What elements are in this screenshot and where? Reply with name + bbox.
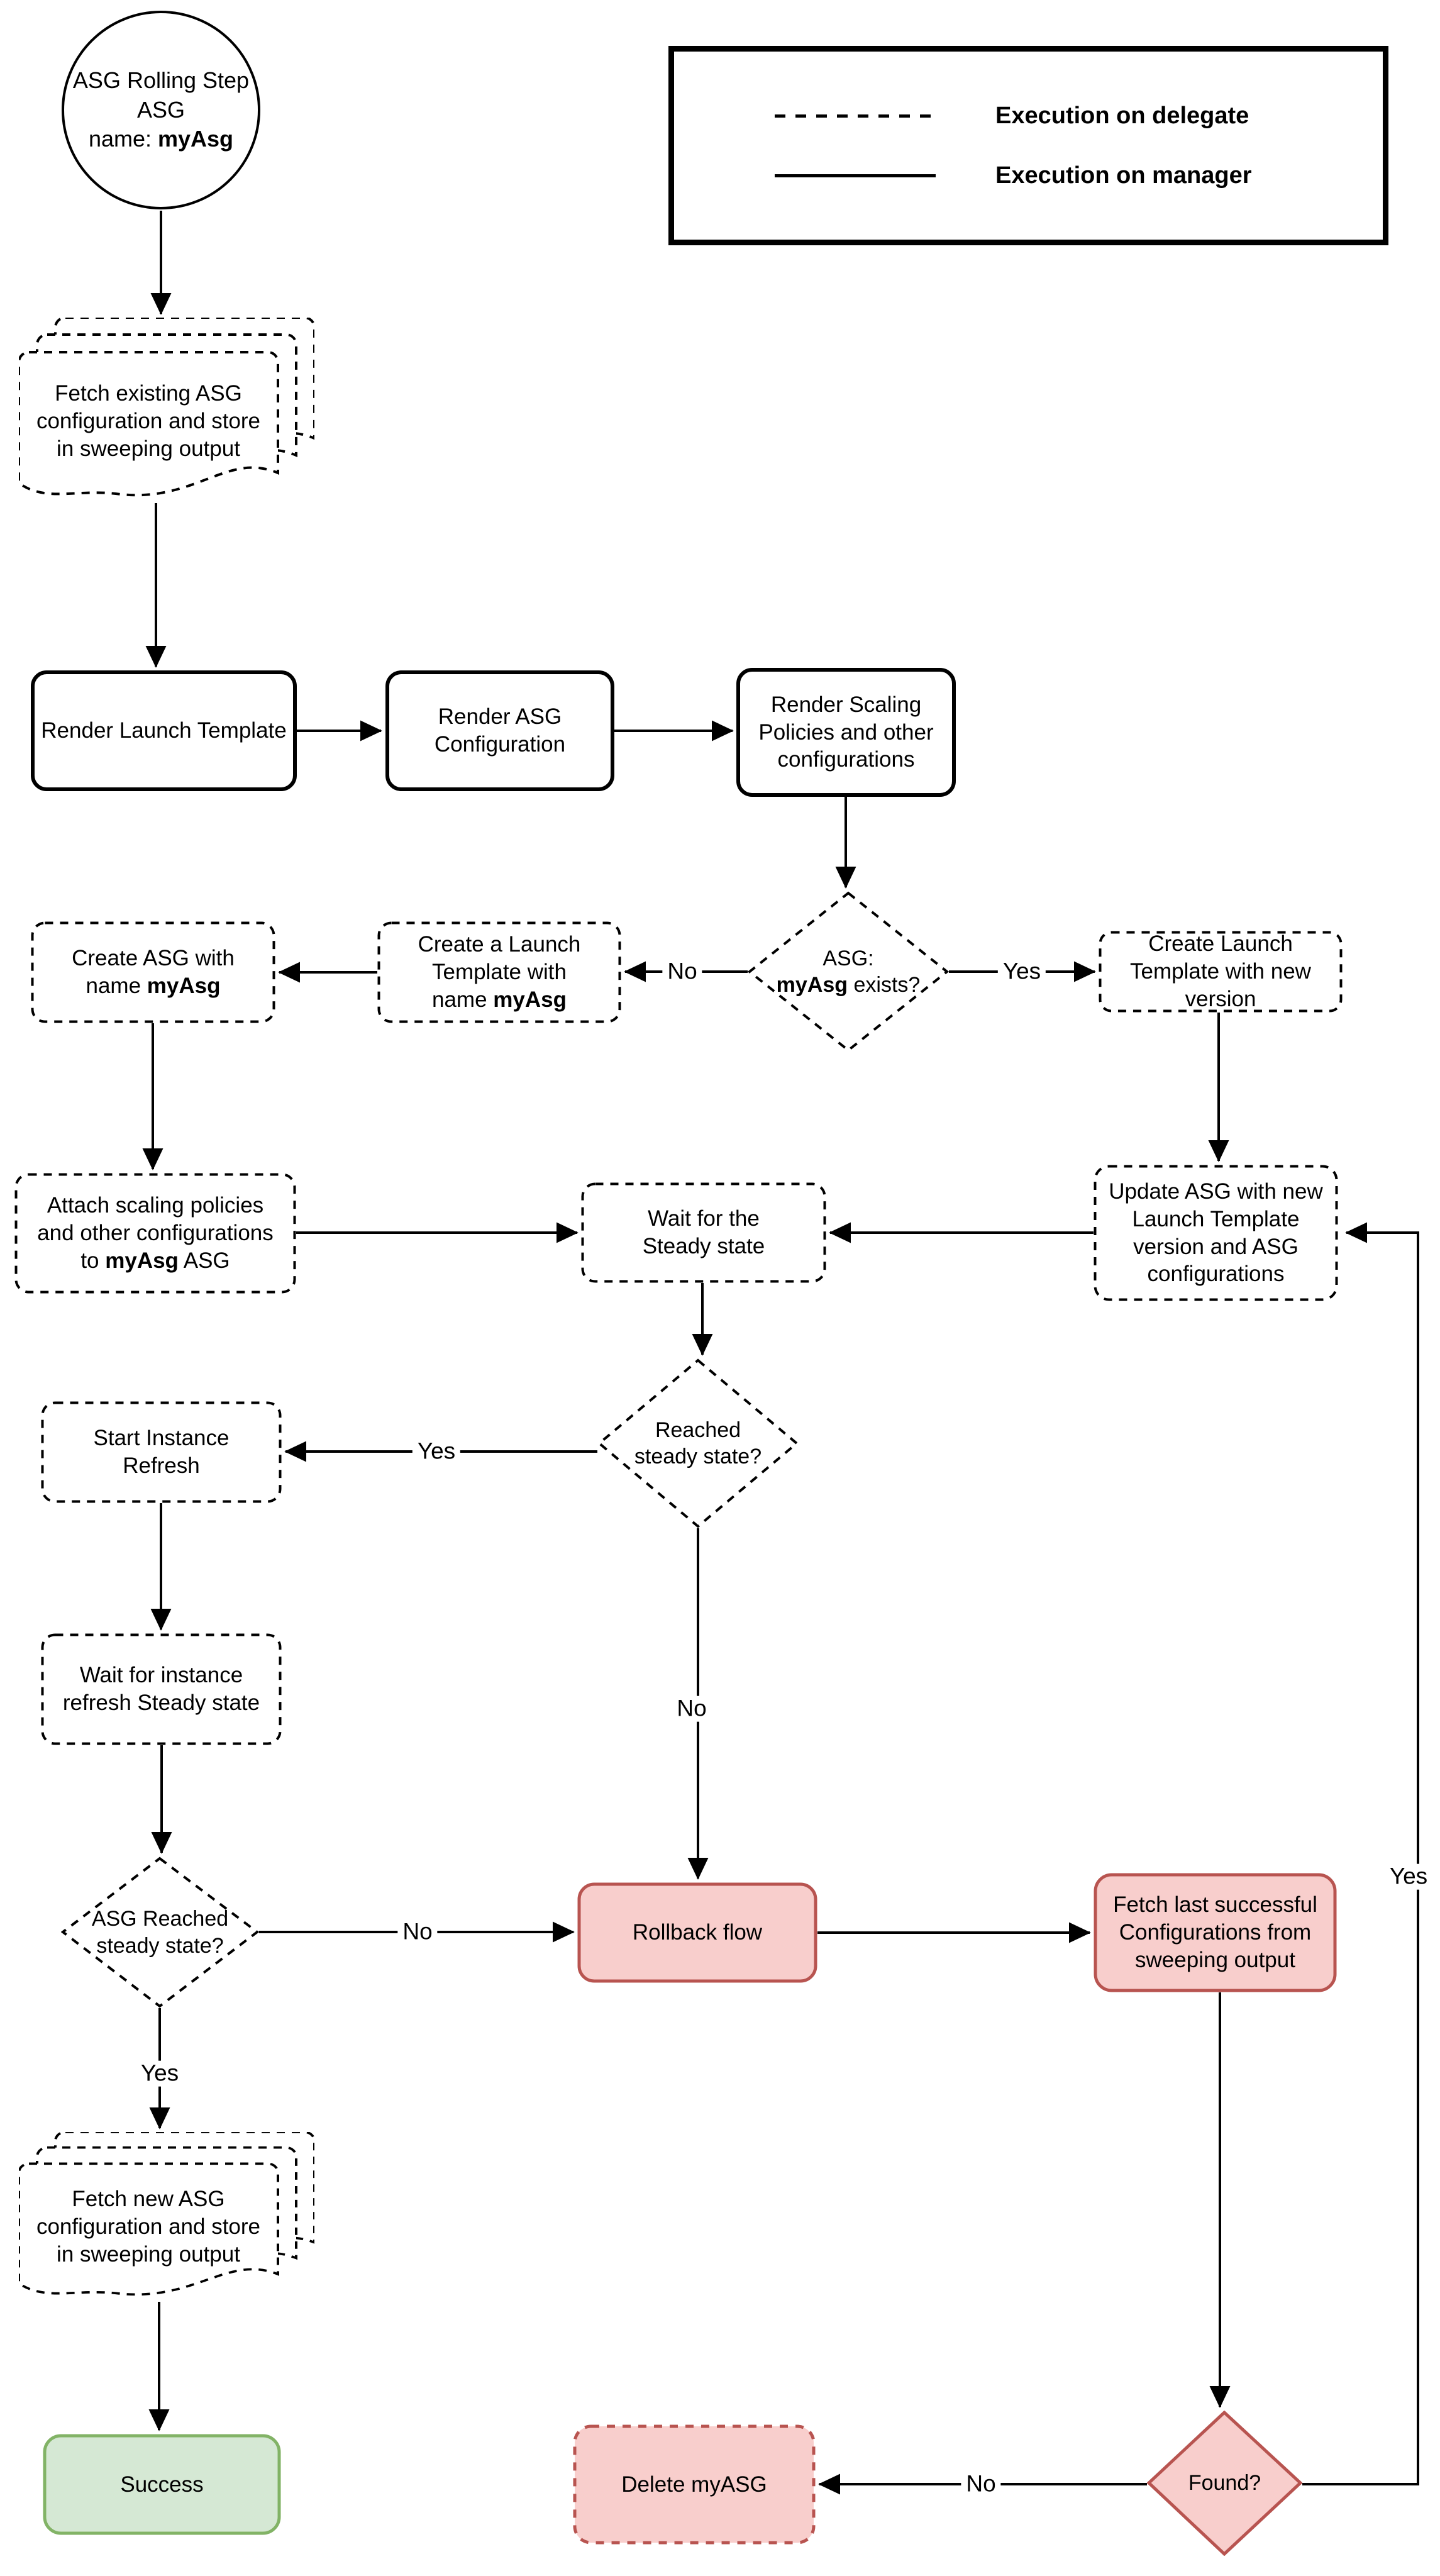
node-fetch-new-asg-config [19, 2132, 314, 2302]
node-label: Render Scaling Policies and other configurations [758, 692, 934, 772]
edge-label-yes: Yes [998, 959, 1046, 985]
node-success [43, 2434, 281, 2535]
legend-delegate-label: Execution on delegate [995, 102, 1249, 129]
node-delete-myasg [573, 2424, 816, 2545]
node-label: Render ASG Configuration [434, 704, 566, 757]
node-label: Success [120, 2472, 204, 2497]
node-label: Attach scaling policies and other configurations to myAsg ASG [37, 1193, 274, 1273]
node-fetch-last-successful-config [1094, 1873, 1337, 1992]
node-render-scaling-policies [736, 668, 956, 797]
node-create-asg [31, 921, 275, 1023]
edge-label-no: No [961, 2472, 1000, 2497]
node-label: Render Launch Template [41, 718, 287, 743]
legend-row-manager [775, 162, 1383, 189]
node-label: Fetch existing ASG configuration and store in sweeping output [36, 381, 261, 461]
decision-reached-steady-state [597, 1358, 799, 1528]
node-label: Delete myASG [621, 2472, 767, 2497]
node-wait-instance-refresh-steady [41, 1633, 282, 1745]
node-wait-steady-state [581, 1182, 826, 1283]
decision-asg-exists [748, 891, 949, 1052]
node-label: Fetch last successful Configurations from sweeping output [1113, 1892, 1317, 1972]
legend-manager-label: Execution on manager [995, 162, 1252, 189]
node-render-asg-configuration [385, 670, 614, 791]
edge-label-no: No [662, 959, 702, 985]
edge-label-no: No [397, 1919, 437, 1945]
decision-found [1147, 2411, 1302, 2556]
edge-label-yes: Yes [413, 1439, 460, 1465]
node-label: Fetch new ASG configuration and store in sweeping output [36, 2187, 261, 2267]
decision-asg-reached-steady-state [61, 1857, 259, 2008]
legend-row-delegate [775, 103, 1383, 130]
node-fetch-existing-config [19, 318, 314, 503]
node-label: Rollback flow [632, 1920, 763, 1945]
node-start [62, 11, 260, 209]
node-label: ASG: myAsg exists? [776, 946, 921, 997]
node-label: Wait for instance refresh Steady state [62, 1663, 260, 1715]
legend [668, 46, 1388, 245]
node-label: Wait for the Steady state [642, 1206, 765, 1258]
node-label: Update ASG with new Launch Template version and ASG configurations [1109, 1179, 1323, 1287]
node-label: Reached steady state? [634, 1418, 762, 1468]
edge-found-yes-loop [1302, 1233, 1418, 2484]
manager-solid-line-sample [775, 174, 936, 177]
node-create-launch-template-myasg [377, 921, 621, 1023]
node-label: ASG Rolling Step ASG name: myAsg [72, 67, 250, 152]
node-label: Start Instance Refresh [93, 1426, 230, 1478]
node-label: Create ASG with name myAsg [72, 946, 235, 998]
node-rollback-flow [577, 1882, 817, 1983]
node-label: Found? [1188, 2471, 1261, 2496]
node-update-asg [1094, 1165, 1338, 1301]
node-label: ASG Reached steady state? [91, 1907, 229, 1958]
node-attach-scaling-policies [14, 1173, 296, 1294]
node-create-launch-template-new-version [1099, 931, 1343, 1013]
edge-label-no: No [672, 1696, 711, 1722]
node-label: Create Launch Template with new version [1130, 931, 1311, 1011]
edge-label-yes: Yes [136, 2061, 184, 2087]
node-start-instance-refresh [41, 1401, 282, 1503]
delegate-dashed-line-sample [775, 114, 936, 118]
node-label: Create a Launch Template with name myAsg [418, 932, 581, 1012]
node-render-launch-template [31, 670, 297, 791]
edge-label-yes: Yes [1385, 1864, 1432, 1890]
